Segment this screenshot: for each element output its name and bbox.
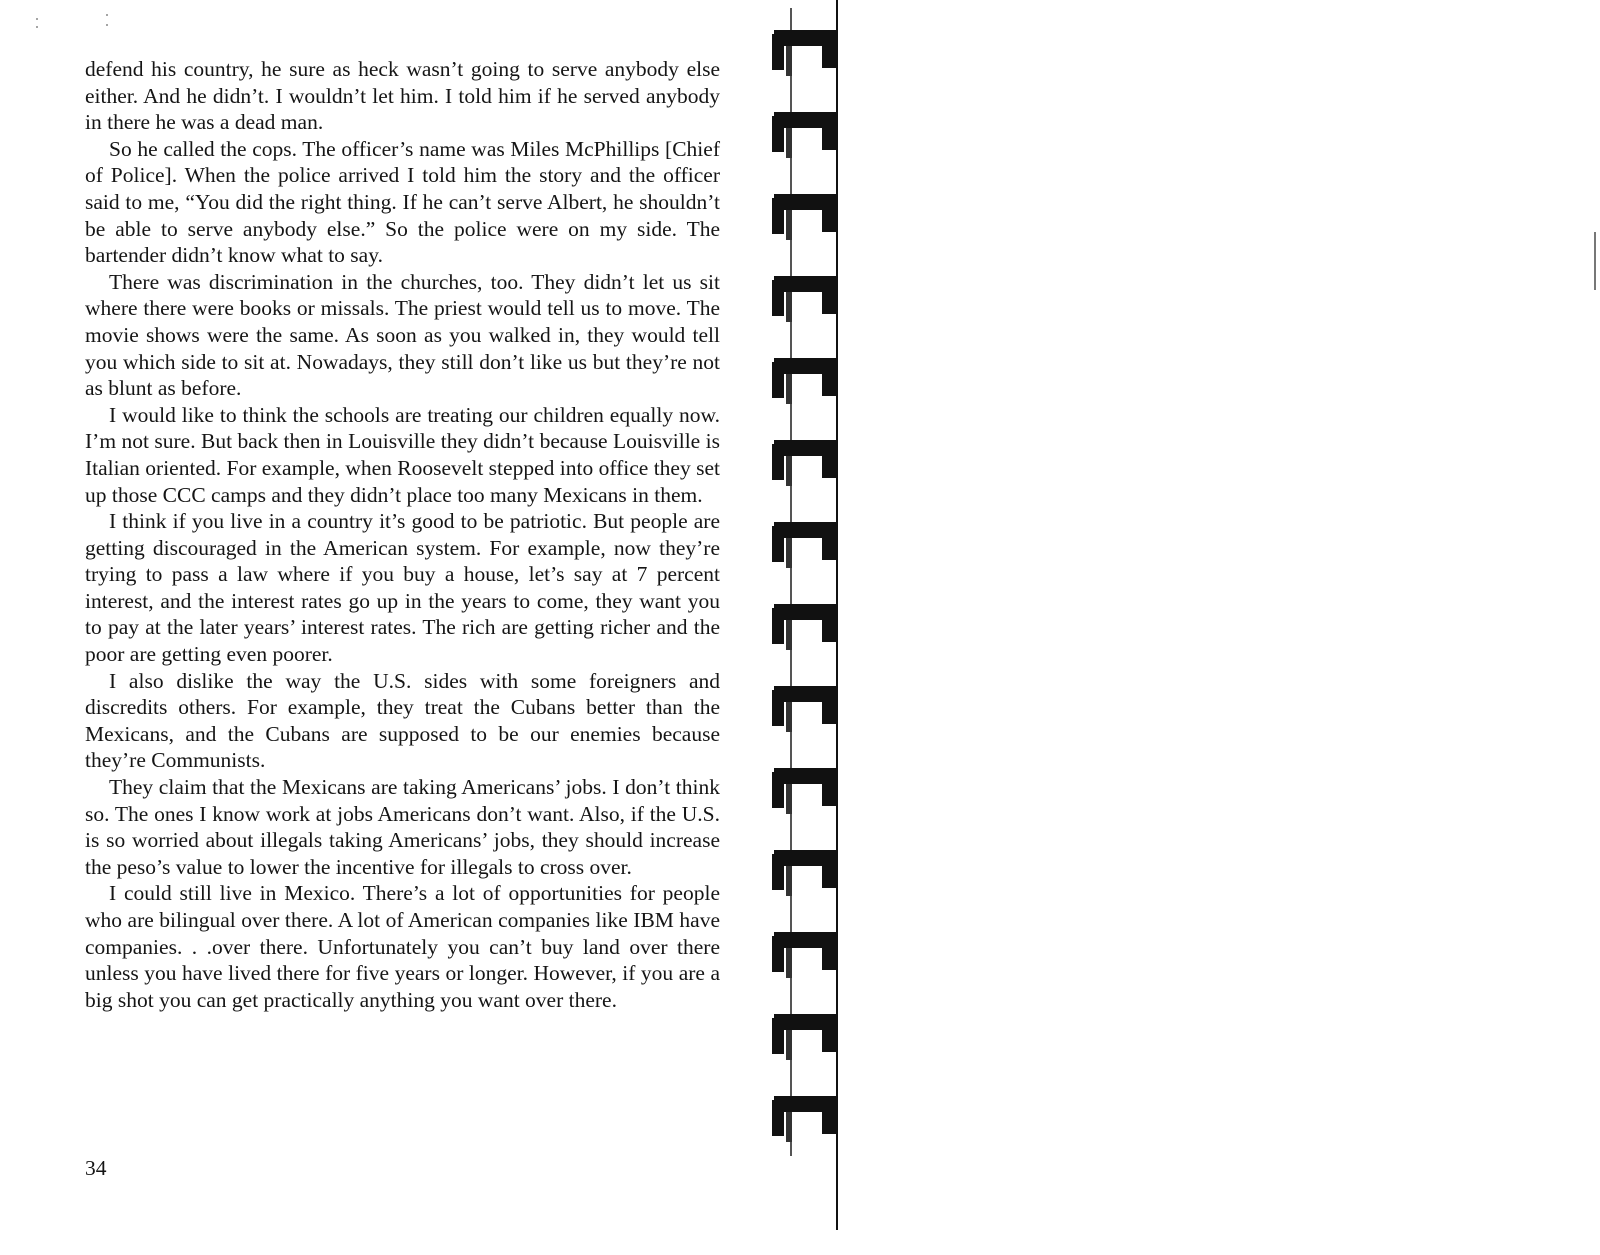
paragraph: There was discrimination in the churches, too. They didn’t let us sit where there were books or missals. The priest would tell us to move. The movie shows were the same. As soon as you walked in, they would tell you which side to sit at. Nowadays, they still don’t like us but they’re not as blunt as before. [85,269,720,401]
spine-line [836,0,838,1230]
binding-ring [772,336,836,418]
binding-ring [772,910,836,992]
paragraph: I would like to think the schools are treating our children equally now. I’m not sure. But back then in Louisville they didn’t because Louisville is Italian oriented. For example, when Roosevelt stepped into office they set up those CCC camps and they didn’t place too many Mexicans in them. [85,402,720,507]
paragraph: I think if you live in a country it’s good to be patriotic. But people are getting discouraged in the American system. For example, now they’re trying to pass a law where if you buy a house, let’s say at 7 percent interest, and the interest rates go up in the years to come, they want you to pay at the later years’ interest rates. The rich are getting richer and the poor are getting even poorer. [85,509,720,667]
left-page [0,0,790,1255]
binding-ring [772,746,836,828]
binding-ring [772,1074,836,1156]
paragraph: They claim that the Mexicans are taking Americans’ jobs. I don’t think so. The ones I know work at jobs Americans don’t want. Also, if the U.S. is so worried about illegals taking Americans’ jobs, they should increase the peso’s value to lower the incentive for illegals to cross over. [85,775,720,879]
paragraph: I could still live in Mexico. There’s a lot of opportunities for people who are bilingual over there. A lot of American companies like IBM have companies. . .over there. Unfortunately you can’t buy land over there unless you have lived there for five years or longer. However, if you are a big shot you can get practically anything you want over there. [85,881,720,1012]
binding-ring [772,992,836,1074]
binding-ring [772,8,836,90]
paragraph: I also dislike the way the U.S. sides with some foreigners and discredits others. For example, they treat the Cubans better than the Mexicans, and the Cubans are supposed to be our enemies because they’re Communists. [85,668,720,773]
binding-ring [772,172,836,254]
binding-ring [772,828,836,910]
paragraph: defend his country, he sure as heck wasn’t going to serve anybody else either. And he didn’t. I wouldn’t let him. I told him if he served anybody in there he was a dead man. [85,57,720,135]
binding-ring [772,90,836,172]
binding-ring [772,582,836,664]
binding-ring [772,500,836,582]
body-text [85,56,720,1013]
page-number: 34 [85,1156,107,1180]
spiral-binding [766,0,856,1230]
right-page-edge-mark [1594,232,1596,290]
binding-ring [772,254,836,336]
binding-ring [772,418,836,500]
paragraph: So he called the cops. The officer’s name was Miles McPhillips [Chief of Police]. When the police arrived I told him the story and the officer said to me, “You did the right thing. If he can’t serve Albert, he shouldn’t be able to serve anybody else.” So the police were on my side. The bartender didn’t know what to say. [85,136,720,268]
binding-ring [772,664,836,746]
